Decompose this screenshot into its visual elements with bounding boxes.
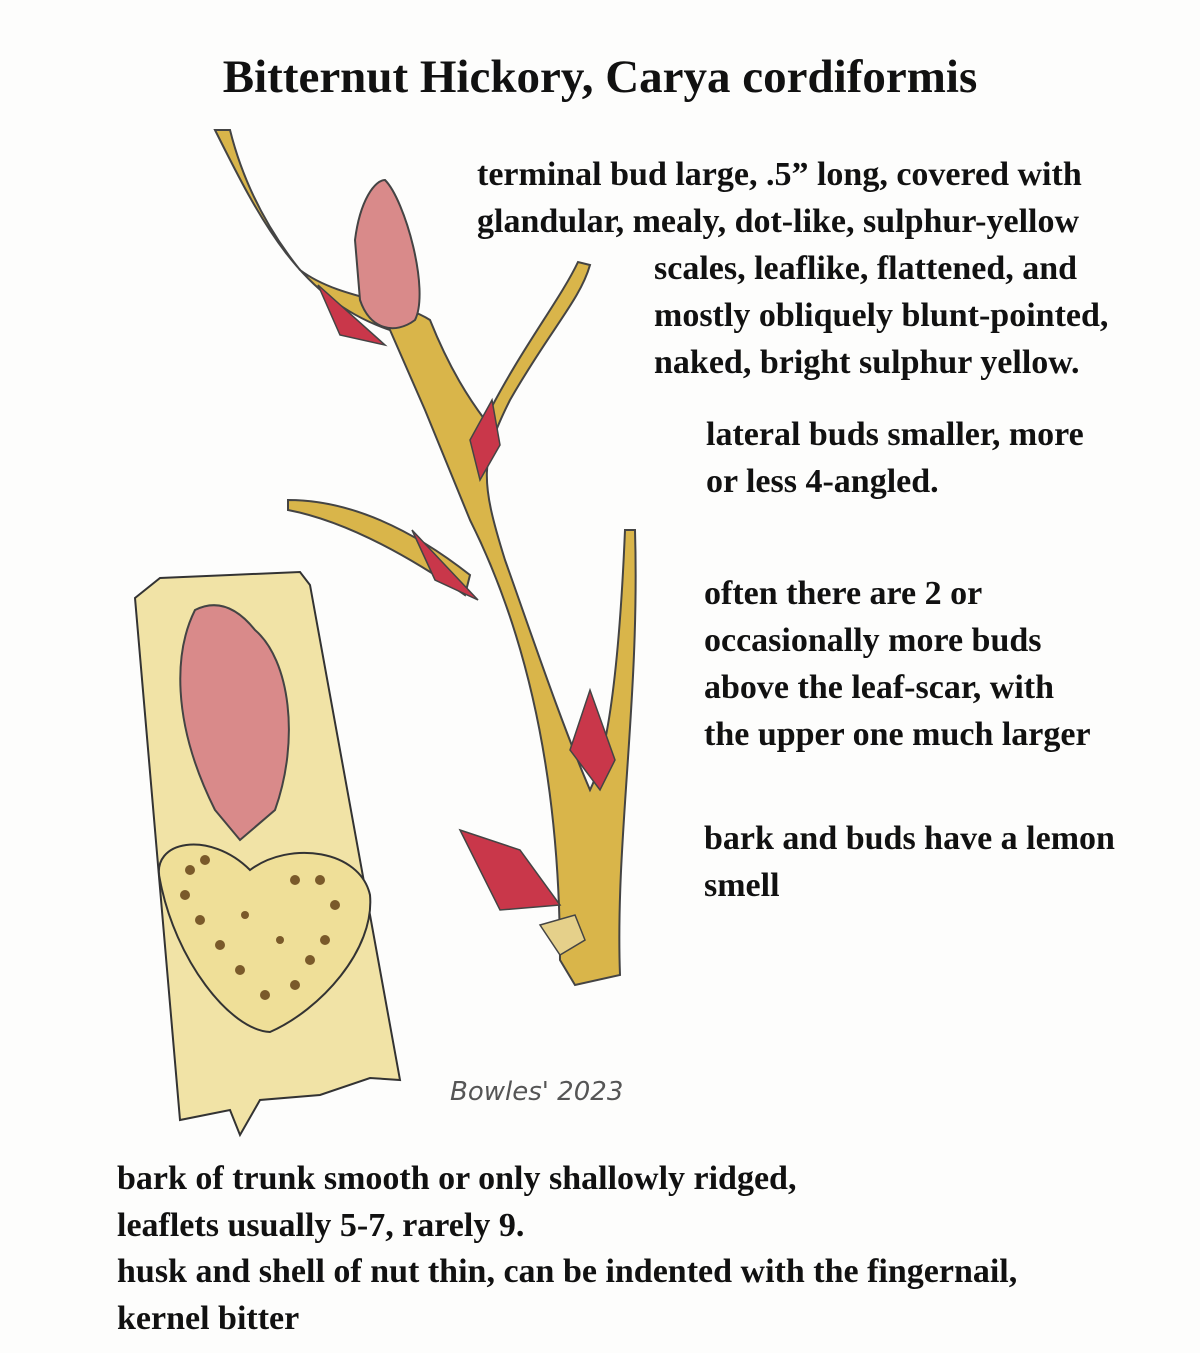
note-line: leaflets usually 5-7, rarely 9. — [117, 1207, 525, 1244]
note-line: occasionally more buds — [704, 622, 1042, 659]
note-line: naked, bright sulphur yellow. — [654, 344, 1080, 381]
note-line: lateral buds smaller, more — [706, 416, 1084, 453]
note-line: glandular, mealy, dot-like, sulphur-yellow — [477, 203, 1080, 240]
note-line: or less 4-angled. — [706, 463, 939, 500]
note-line: the upper one much larger — [704, 716, 1091, 753]
note-line: kernel bitter — [117, 1300, 300, 1337]
note-line: bark and buds have a lemon — [704, 820, 1115, 857]
note-line: often there are 2 or — [704, 575, 983, 612]
bark-closeup-drawing — [135, 572, 400, 1135]
note-line: smell — [704, 867, 780, 904]
note-line: mostly obliquely blunt-pointed, — [654, 297, 1109, 334]
page-title: Bitternut Hickory, Carya cordiformis — [222, 51, 978, 103]
note-line: terminal bud large, .5” long, covered with — [477, 156, 1082, 193]
note-line: scales, leaflike, flattened, and — [654, 250, 1078, 287]
note-line: bark of trunk smooth or only shallowly ridged, — [117, 1160, 797, 1197]
note-line: husk and shell of nut thin, can be indented with the fingernail, — [117, 1253, 1018, 1290]
artist-signature: Bowles' 2023 — [450, 1077, 624, 1107]
note-line: above the leaf-scar, with — [704, 669, 1055, 706]
